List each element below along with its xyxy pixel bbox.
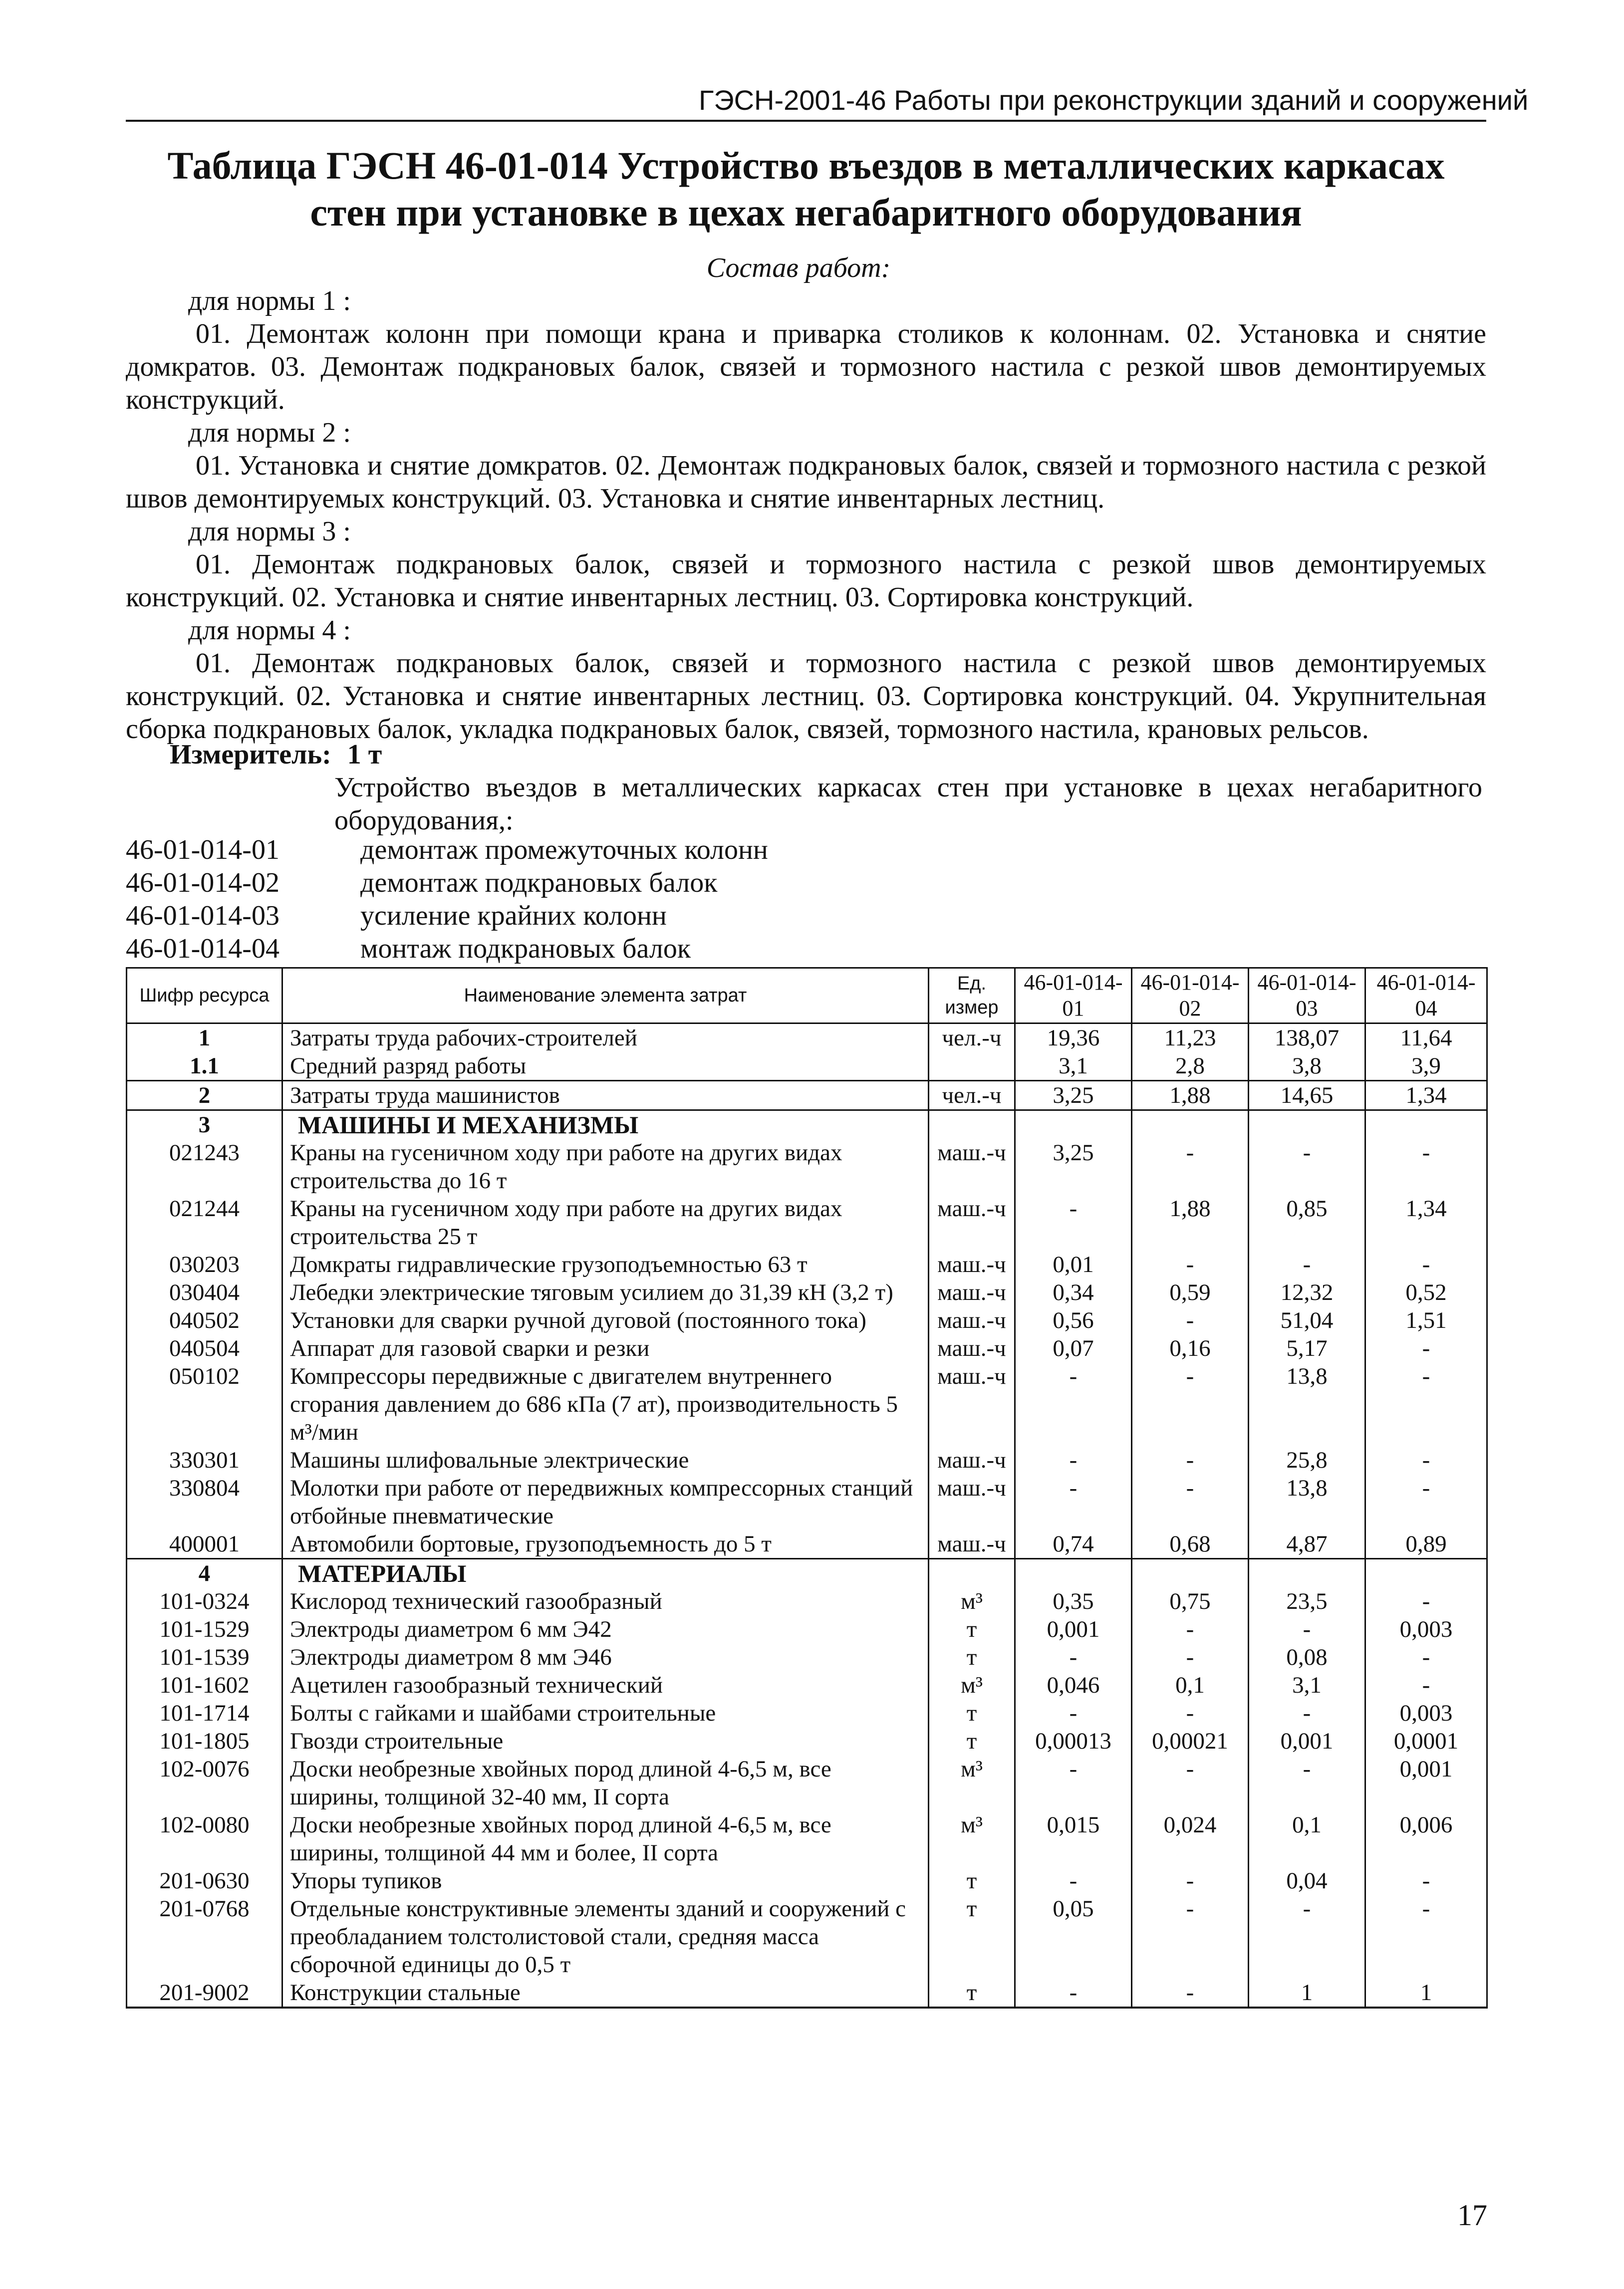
resource-unit: маш.-ч (929, 1334, 1015, 1362)
resource-value-3: 0,001 (1249, 1727, 1365, 1755)
resource-value-4: - (1365, 1446, 1487, 1474)
resource-value-4: 1,34 (1365, 1195, 1487, 1251)
resource-value-2: 1,88 (1132, 1081, 1249, 1110)
resource-value-1: - (1015, 1474, 1132, 1530)
resource-value-4 (1365, 1559, 1487, 1588)
resource-unit: т (929, 1979, 1015, 2008)
resource-name: Краны на гусеничном ходу при работе на других видах строительства до 16 т (282, 1139, 929, 1195)
resource-name: Затраты труда рабочих-строителей (282, 1023, 929, 1052)
resource-value-2: - (1132, 1755, 1249, 1811)
resource-code: 101-1529 (127, 1615, 282, 1643)
resource-value-2: - (1132, 1474, 1249, 1530)
table-row (127, 1446, 1487, 1474)
resource-value-4: 0,001 (1365, 1755, 1487, 1811)
resource-name: Отдельные конструктивные элементы зданий и сооружений с преобладанием толстолистовой стали, средняя масса сборочной единицы до 0,5 т (282, 1895, 929, 1979)
resource-value-2: - (1132, 1446, 1249, 1474)
table-section-row (127, 1559, 1487, 1588)
resource-code: 021243 (127, 1139, 282, 1195)
resource-value-4: 0,89 (1365, 1530, 1487, 1559)
resource-value-2: 0,00021 (1132, 1727, 1249, 1755)
resource-value-2: 1,88 (1132, 1195, 1249, 1251)
resource-value-2: 2,8 (1132, 1052, 1249, 1081)
resource-value-3: 1 (1249, 1979, 1365, 2008)
composition-label: Состав работ: (706, 253, 891, 283)
resource-unit: т (929, 1699, 1015, 1727)
variant-code: 46-01-014-01 (126, 834, 279, 865)
resource-value-1: 0,001 (1015, 1615, 1132, 1643)
table-title: Таблица ГЭСН 46-01-014 Устройство въездов в металлических каркасах стен при установке в цехах негабаритного оборудования (167, 144, 1445, 234)
table-row (127, 1671, 1487, 1699)
resource-name: Компрессоры передвижные с двигателем внутреннего сгорания давлением до 686 кПа (7 ат), производительность 5 м³/мин (282, 1362, 929, 1446)
resource-unit (929, 1052, 1015, 1081)
norm-2-label: для нормы 2 : (188, 417, 351, 448)
norm-1-text: 01. Демонтаж колонн при помощи крана и приварка столиков к колоннам. 02. Установка и снятие домкратов. 03. Демонтаж подкрановых балок, связей и тормозного настила с резкой швов демонтируемых конструкций. (126, 318, 1486, 415)
resource-value-2: - (1132, 1895, 1249, 1979)
resource-code: 040502 (127, 1306, 282, 1334)
measure (170, 739, 382, 770)
resource-value-3: 5,17 (1249, 1334, 1365, 1362)
resource-value-4: - (1365, 1251, 1487, 1278)
resource-value-3: - (1249, 1251, 1365, 1278)
resource-value-4: 0,0001 (1365, 1727, 1487, 1755)
header-name: Наименование элемента затрат (282, 968, 929, 1023)
table-body (127, 1023, 1487, 2008)
resource-unit: чел.-ч (929, 1081, 1015, 1110)
table-row (127, 1530, 1487, 1559)
resource-value-4: - (1365, 1643, 1487, 1671)
table-row (127, 1811, 1487, 1867)
resource-code: 201-9002 (127, 1979, 282, 2008)
resource-value-1: 0,05 (1015, 1895, 1132, 1979)
resource-value-1 (1015, 1559, 1132, 1588)
resource-value-4: 3,9 (1365, 1052, 1487, 1081)
variant-item (126, 833, 768, 866)
variant-code: 46-01-014-02 (126, 867, 279, 898)
resource-unit: маш.-ч (929, 1139, 1015, 1195)
table-row (127, 1474, 1487, 1530)
resource-unit: маш.-ч (929, 1530, 1015, 1559)
resource-value-1: 19,36 (1015, 1023, 1132, 1052)
resource-value-1: - (1015, 1195, 1132, 1251)
resource-value-4: - (1365, 1139, 1487, 1195)
variant-code: 46-01-014-03 (126, 900, 279, 931)
resource-value-4: - (1365, 1895, 1487, 1979)
norm-4-label: для нормы 4 : (188, 615, 351, 646)
norm-3-text: 01. Демонтаж подкрановых балок, связей и тормозного настила с резкой швов демонтируемых конструкций. 02. Установка и снятие инвентарных лестниц. 03. Сортировка конструкций. (126, 549, 1486, 613)
resource-value-4: 1 (1365, 1979, 1487, 2008)
header-col-4: 46-01-014-04 (1365, 968, 1487, 1023)
table-row (127, 1362, 1487, 1446)
resource-name: Автомобили бортовые, грузоподъемность до 5 т (282, 1530, 929, 1559)
resource-value-2: - (1132, 1139, 1249, 1195)
resource-value-3: 51,04 (1249, 1306, 1365, 1334)
resource-code: 101-1714 (127, 1699, 282, 1727)
resource-value-1: 0,015 (1015, 1811, 1132, 1867)
resource-name: Конструкции стальные (282, 1979, 929, 2008)
resource-value-1: - (1015, 1867, 1132, 1895)
resource-value-1: 0,56 (1015, 1306, 1132, 1334)
table-row (127, 1587, 1487, 1615)
resource-unit: м³ (929, 1587, 1015, 1615)
resource-value-1 (1015, 1110, 1132, 1139)
resource-value-3: 14,65 (1249, 1081, 1365, 1110)
resource-value-1: 3,25 (1015, 1139, 1132, 1195)
resource-value-2: 0,68 (1132, 1530, 1249, 1559)
resource-value-2: - (1132, 1979, 1249, 2008)
resource-value-3: 0,08 (1249, 1643, 1365, 1671)
resource-value-3: 0,04 (1249, 1867, 1365, 1895)
resource-value-1: 0,34 (1015, 1278, 1132, 1306)
variant-text: монтаж подкрановых балок (360, 933, 691, 964)
resource-unit: м³ (929, 1671, 1015, 1699)
resource-name: Гвозди строительные (282, 1727, 929, 1755)
variant-text: демонтаж промежуточных колонн (360, 834, 768, 865)
resource-value-3: 0,85 (1249, 1195, 1365, 1251)
resource-code: 3 (127, 1110, 282, 1139)
resource-name: МАШИНЫ И МЕХАНИЗМЫ (282, 1110, 929, 1139)
resource-name: Доски необрезные хвойных пород длиной 4-6,5 м, все ширины, толщиной 32-40 мм, II сорта (282, 1755, 929, 1811)
resource-name: Болты с гайками и шайбами строительные (282, 1699, 929, 1727)
resource-code: 021244 (127, 1195, 282, 1251)
resource-code: 330301 (127, 1446, 282, 1474)
variant-code: 46-01-014-04 (126, 933, 279, 964)
resource-value-2: - (1132, 1306, 1249, 1334)
resource-value-3: - (1249, 1615, 1365, 1643)
table-row (127, 1643, 1487, 1671)
resource-unit: маш.-ч (929, 1446, 1015, 1474)
resource-code: 201-0768 (127, 1895, 282, 1979)
resource-name: Установки для сварки ручной дуговой (постоянного тока) (282, 1306, 929, 1334)
resource-unit: чел.-ч (929, 1023, 1015, 1052)
resource-unit: м³ (929, 1811, 1015, 1867)
resource-value-2: - (1132, 1251, 1249, 1278)
variants-list (126, 833, 768, 965)
resource-unit: т (929, 1895, 1015, 1979)
resource-value-2: - (1132, 1362, 1249, 1446)
resource-code: 030404 (127, 1278, 282, 1306)
header-code: Шифр ресурса (127, 968, 282, 1023)
resource-value-2: 11,23 (1132, 1023, 1249, 1052)
resource-value-1: 0,07 (1015, 1334, 1132, 1362)
resource-code: 101-1539 (127, 1643, 282, 1671)
resource-unit: т (929, 1727, 1015, 1755)
resource-value-2: - (1132, 1867, 1249, 1895)
resource-value-4: - (1365, 1334, 1487, 1362)
resource-name: Краны на гусеничном ходу при работе на других видах строительства 25 т (282, 1195, 929, 1251)
resource-value-1: - (1015, 1362, 1132, 1446)
resource-value-2: 0,75 (1132, 1587, 1249, 1615)
norm-4-text: 01. Демонтаж подкрановых балок, связей и тормозного настила с резкой швов демонтируемых конструкций. 02. Установка и снятие инвентарных лестниц. 03. Сортировка конструкций. 04. Укрупнительная сборка подкрановых балок, укладка подкрановых балок, связей, тормозного настила, крановых рельсов. (126, 648, 1486, 745)
table-row (127, 1081, 1487, 1110)
resource-code: 4 (127, 1559, 282, 1588)
resource-value-1: - (1015, 1446, 1132, 1474)
resource-unit: маш.-ч (929, 1362, 1015, 1446)
resource-value-3: - (1249, 1895, 1365, 1979)
resource-value-3: - (1249, 1139, 1365, 1195)
resource-value-3: 138,07 (1249, 1023, 1365, 1052)
resource-unit: маш.-ч (929, 1195, 1015, 1251)
resource-value-4: - (1365, 1362, 1487, 1446)
resource-value-3: 3,8 (1249, 1052, 1365, 1081)
variant-item (126, 866, 768, 899)
table-row (127, 1615, 1487, 1643)
measure-label: Измеритель: (170, 739, 331, 770)
table-row (127, 1278, 1487, 1306)
table-row (127, 1727, 1487, 1755)
resource-unit: маш.-ч (929, 1306, 1015, 1334)
resource-name: Машины шлифовальные электрические (282, 1446, 929, 1474)
resource-unit (929, 1559, 1015, 1588)
resource-code: 2 (127, 1081, 282, 1110)
table-row (127, 1979, 1487, 2008)
table-row (127, 1755, 1487, 1811)
norm-3-label: для нормы 3 : (188, 516, 351, 547)
resource-value-1: 0,00013 (1015, 1727, 1132, 1755)
resource-value-1: 0,35 (1015, 1587, 1132, 1615)
resource-unit (929, 1110, 1015, 1139)
resource-value-3: - (1249, 1699, 1365, 1727)
resource-code: 102-0076 (127, 1755, 282, 1811)
resource-value-1: - (1015, 1755, 1132, 1811)
page-number: 17 (1457, 2199, 1487, 2232)
resource-value-1: - (1015, 1643, 1132, 1671)
resource-value-1: 0,74 (1015, 1530, 1132, 1559)
resource-value-4: 0,003 (1365, 1615, 1487, 1643)
resource-name: Лебедки электрические тяговым усилием до 31,39 кН (3,2 т) (282, 1278, 929, 1306)
resource-name: МАТЕРИАЛЫ (282, 1559, 929, 1588)
resource-code: 1.1 (127, 1052, 282, 1081)
resource-name: Ацетилен газообразный технический (282, 1671, 929, 1699)
variant-text: демонтаж подкрановых балок (360, 867, 718, 898)
table-row (127, 1052, 1487, 1081)
table-row (127, 1334, 1487, 1362)
resource-code: 102-0080 (127, 1811, 282, 1867)
resource-value-1: - (1015, 1979, 1132, 2008)
resource-value-4: 0,006 (1365, 1811, 1487, 1867)
resource-unit: маш.-ч (929, 1251, 1015, 1278)
resource-value-2 (1132, 1110, 1249, 1139)
norm-1-label: для нормы 1 : (188, 285, 351, 316)
resource-code: 101-1602 (127, 1671, 282, 1699)
resource-value-2: 0,1 (1132, 1671, 1249, 1699)
resource-code: 101-1805 (127, 1727, 282, 1755)
table-row (127, 1867, 1487, 1895)
header-col-2: 46-01-014-02 (1132, 968, 1249, 1023)
resource-value-2: - (1132, 1643, 1249, 1671)
resource-code: 330804 (127, 1474, 282, 1530)
resource-name: Кислород технический газообразный (282, 1587, 929, 1615)
resource-value-3: 3,1 (1249, 1671, 1365, 1699)
resource-value-3: 23,5 (1249, 1587, 1365, 1615)
variant-text: усиление крайних колонн (360, 900, 667, 931)
resource-name: Упоры тупиков (282, 1867, 929, 1895)
resource-value-3: 13,8 (1249, 1474, 1365, 1530)
resources-table (126, 967, 1488, 2009)
resource-value-2: 0,59 (1132, 1278, 1249, 1306)
resource-name: Доски необрезные хвойных пород длиной 4-6,5 м, все ширины, толщиной 44 мм и более, II сорта (282, 1811, 929, 1867)
resource-code: 040504 (127, 1334, 282, 1362)
running-header: ГЭСН-2001-46 Работы при реконструкции зданий и сооружений (699, 84, 1529, 116)
resource-code: 101-0324 (127, 1587, 282, 1615)
header-unit: Ед. измер (929, 968, 1015, 1023)
resource-name: Аппарат для газовой сварки и резки (282, 1334, 929, 1362)
resource-value-2: - (1132, 1615, 1249, 1643)
resource-unit: м³ (929, 1755, 1015, 1811)
header-col-3: 46-01-014-03 (1249, 968, 1365, 1023)
table-header-row (127, 968, 1487, 1023)
resource-name: Средний разряд работы (282, 1052, 929, 1081)
resource-code: 400001 (127, 1530, 282, 1559)
table-row (127, 1699, 1487, 1727)
resource-value-2: - (1132, 1699, 1249, 1727)
norm-2-text: 01. Установка и снятие домкратов. 02. Демонтаж подкрановых балок, связей и тормозного настила с резкой швов демонтируемых конструкций. 03. Установка и снятие инвентарных лестниц. (126, 450, 1486, 514)
header-rule (126, 120, 1486, 122)
resource-value-4: 1,51 (1365, 1306, 1487, 1334)
resource-unit: т (929, 1615, 1015, 1643)
resource-value-4 (1365, 1110, 1487, 1139)
table-row (127, 1195, 1487, 1251)
resource-value-4: 0,003 (1365, 1699, 1487, 1727)
resource-value-3: - (1249, 1755, 1365, 1811)
resource-value-4: 0,52 (1365, 1278, 1487, 1306)
resource-value-3 (1249, 1559, 1365, 1588)
resource-value-3: 25,8 (1249, 1446, 1365, 1474)
table-row (127, 1251, 1487, 1278)
table-row (127, 1023, 1487, 1052)
resource-value-4: - (1365, 1587, 1487, 1615)
resource-value-3 (1249, 1110, 1365, 1139)
resource-name: Затраты труда машинистов (282, 1081, 929, 1110)
resource-value-1: 0,046 (1015, 1671, 1132, 1699)
table-section-row (127, 1110, 1487, 1139)
resource-code: 201-0630 (127, 1867, 282, 1895)
resource-value-3: 13,8 (1249, 1362, 1365, 1446)
resource-unit: маш.-ч (929, 1474, 1015, 1530)
resource-value-4: - (1365, 1867, 1487, 1895)
resource-name: Домкраты гидравлические грузоподъемностью 63 т (282, 1251, 929, 1278)
measure-description: Устройство въездов в металлических каркасах стен при установке в цехах негабаритного оборудования,: (334, 772, 1482, 836)
resource-value-2: 0,16 (1132, 1334, 1249, 1362)
table-row (127, 1895, 1487, 1979)
resource-name: Электроды диаметром 6 мм Э42 (282, 1615, 929, 1643)
table-row (127, 1306, 1487, 1334)
resource-value-2: 0,024 (1132, 1811, 1249, 1867)
measure-value: 1 т (347, 739, 382, 770)
variant-item (126, 932, 768, 965)
resource-name: Электроды диаметром 8 мм Э46 (282, 1643, 929, 1671)
resource-value-1: 3,25 (1015, 1081, 1132, 1110)
table-row (127, 1139, 1487, 1195)
resource-value-3: 4,87 (1249, 1530, 1365, 1559)
resource-value-1: - (1015, 1699, 1132, 1727)
header-col-1: 46-01-014-01 (1015, 968, 1132, 1023)
resource-value-4: - (1365, 1474, 1487, 1530)
resource-value-1: 3,1 (1015, 1052, 1132, 1081)
resource-code: 030203 (127, 1251, 282, 1278)
resource-name: Молотки при работе от передвижных компрессорных станций отбойные пневматические (282, 1474, 929, 1530)
resource-value-3: 0,1 (1249, 1811, 1365, 1867)
resource-value-4: 11,64 (1365, 1023, 1487, 1052)
resource-unit: т (929, 1643, 1015, 1671)
resource-unit: т (929, 1867, 1015, 1895)
resource-value-4: - (1365, 1671, 1487, 1699)
resource-unit: маш.-ч (929, 1278, 1015, 1306)
norms-block (126, 284, 1486, 746)
resource-value-4: 1,34 (1365, 1081, 1487, 1110)
resource-value-3: 12,32 (1249, 1278, 1365, 1306)
resource-code: 1 (127, 1023, 282, 1052)
variant-item (126, 899, 768, 932)
resource-value-1: 0,01 (1015, 1251, 1132, 1278)
resource-value-2 (1132, 1559, 1249, 1588)
resource-code: 050102 (127, 1362, 282, 1446)
